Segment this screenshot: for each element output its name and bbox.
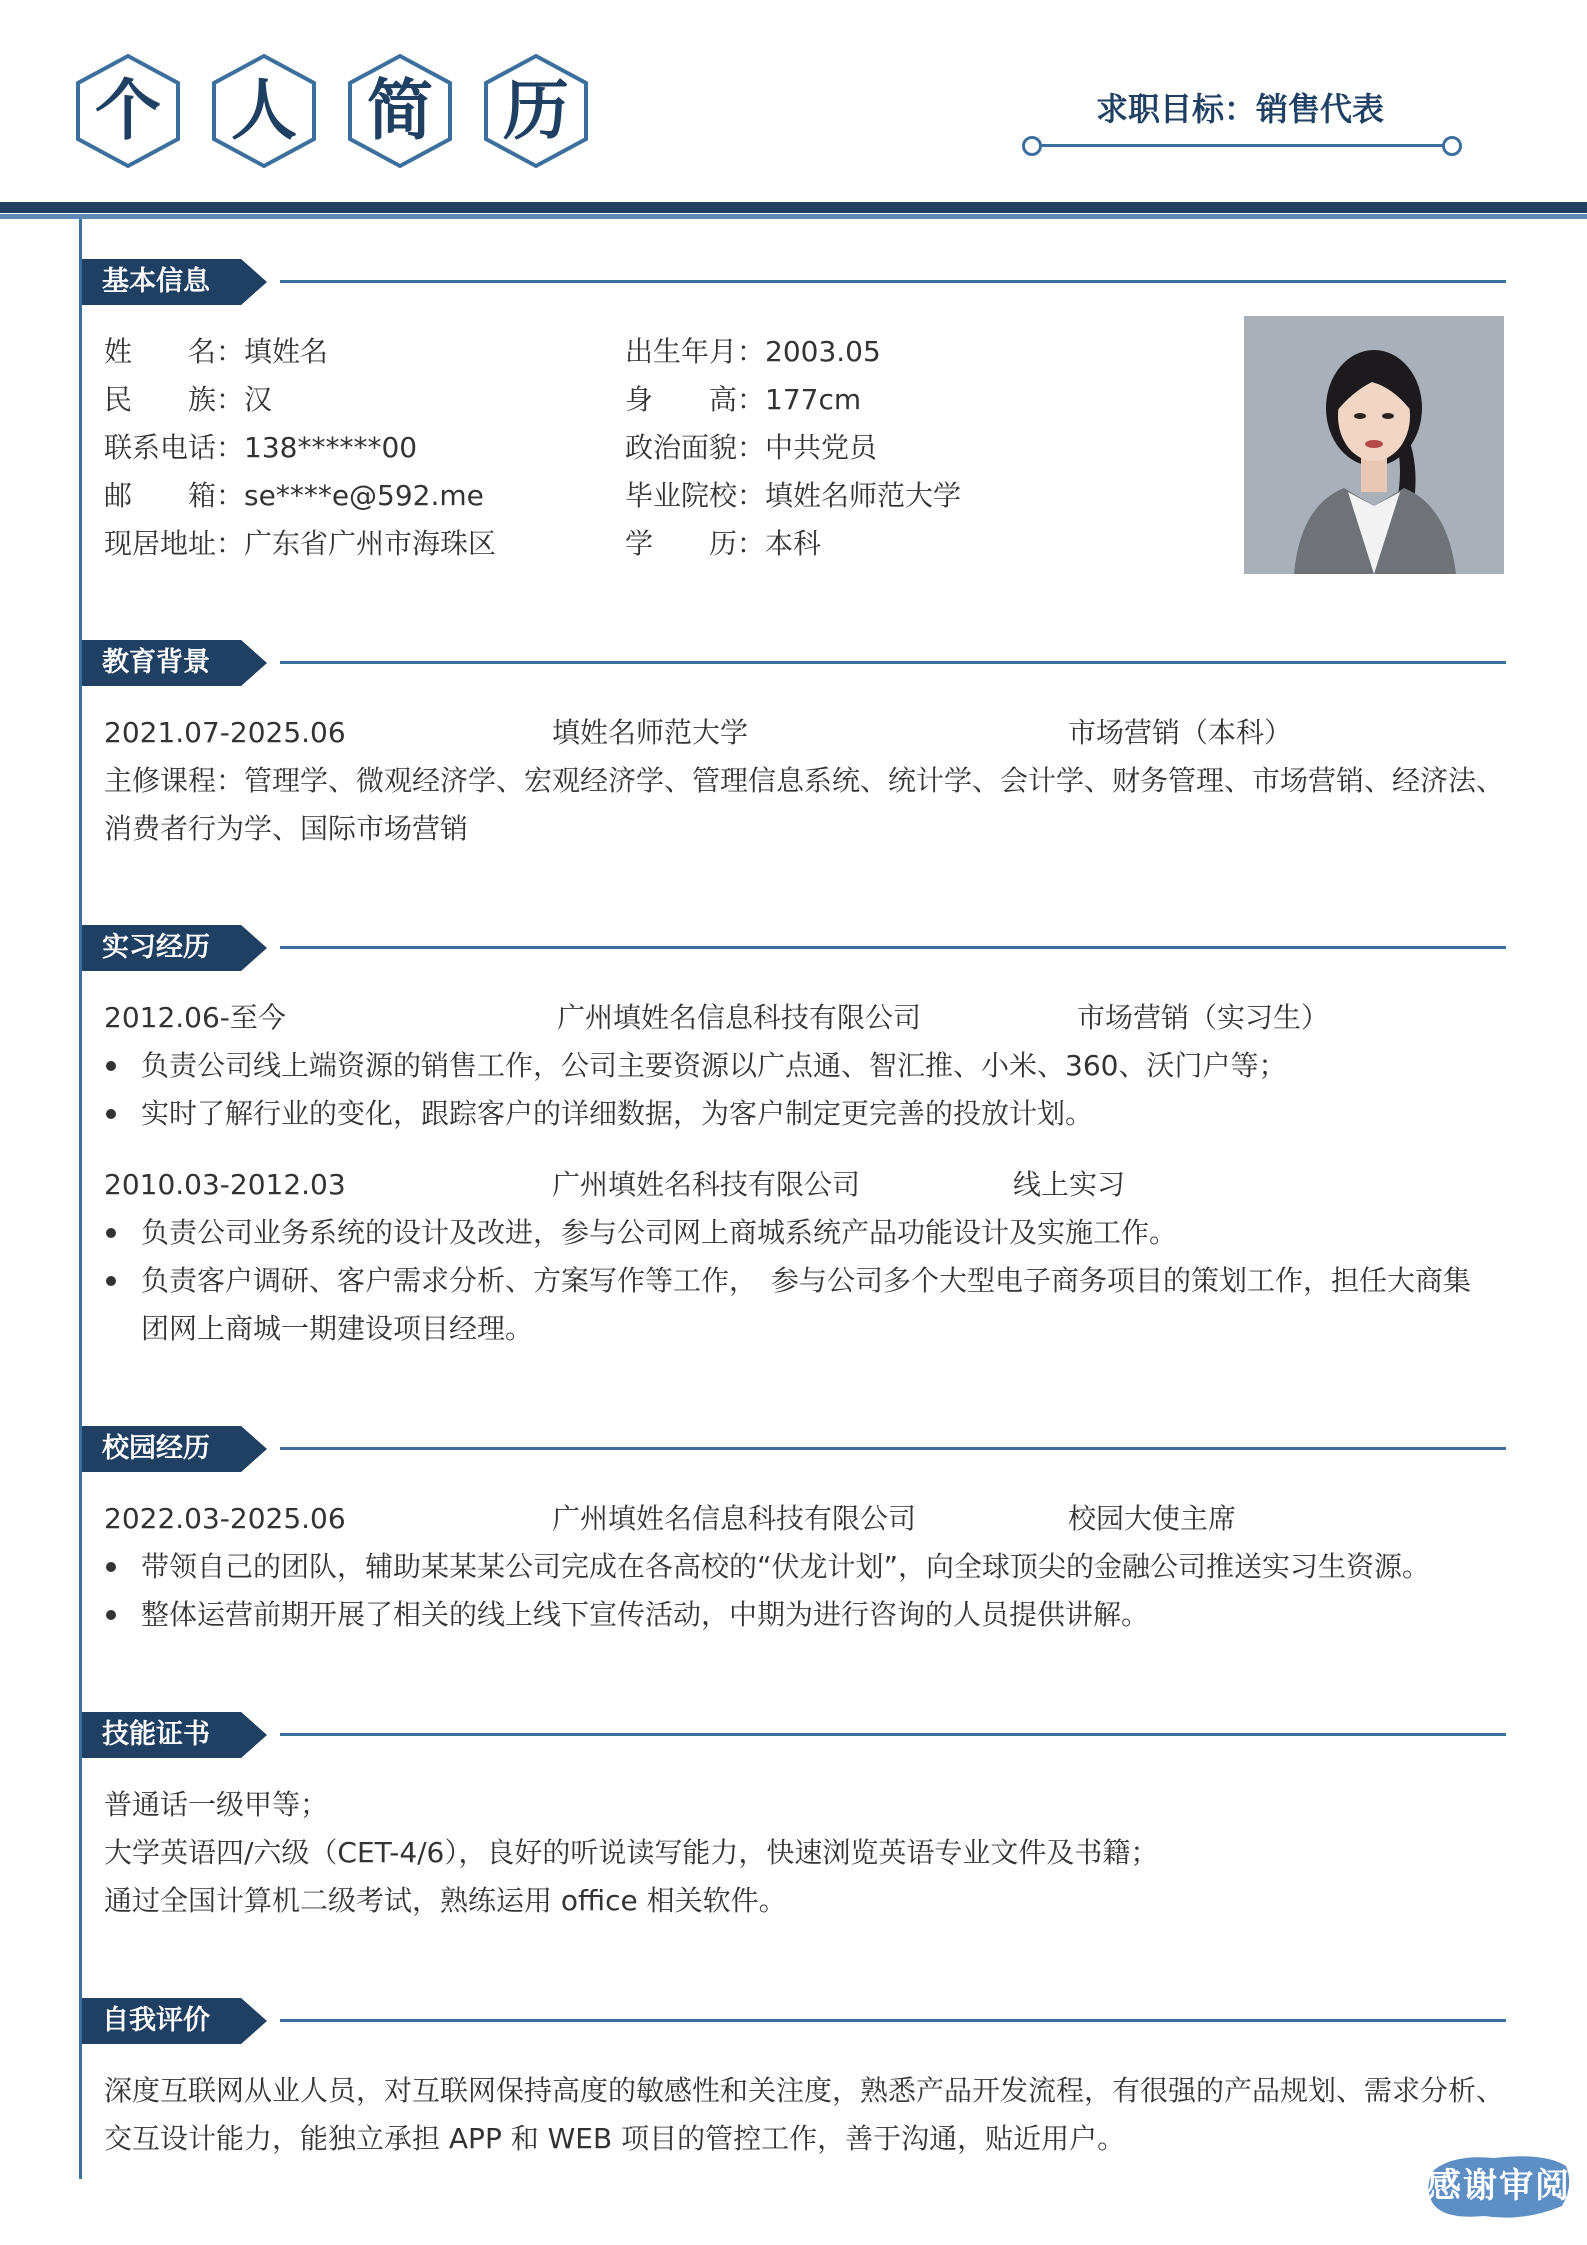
job1-company: 广州填姓名信息科技有限公司 bbox=[557, 1001, 922, 1034]
section-title-internship: 实习经历 bbox=[102, 932, 210, 963]
field-phone: 联系电话：138******00 bbox=[104, 431, 418, 464]
field-ethnicity: 民 族：汉 bbox=[104, 383, 273, 416]
bullet-dot bbox=[106, 1228, 116, 1238]
section-line-skills bbox=[280, 1733, 1506, 1736]
education-school: 填姓名师范大学 bbox=[552, 716, 749, 749]
campus-date: 2022.03-2025.06 bbox=[104, 1502, 346, 1535]
job2-date: 2010.03-2012.03 bbox=[104, 1168, 346, 1201]
job1-bullet-1: 负责公司线上端资源的销售工作，公司主要资源以广点通、智汇推、小米、360、沃门户等； bbox=[141, 1049, 1287, 1082]
job2-company: 广州填姓名科技有限公司 bbox=[552, 1168, 861, 1201]
title-char-2: 人 bbox=[208, 52, 320, 170]
section-line-self bbox=[280, 2019, 1506, 2022]
skill-line-3: 通过全国计算机二级考试，熟练运用 office 相关软件。 bbox=[104, 1884, 787, 1917]
title-char-4: 历 bbox=[480, 52, 592, 170]
field-political: 政治面貌：中共党员 bbox=[625, 431, 878, 464]
job2-bullet-1: 负责公司业务系统的设计及改进，参与公司网上商城系统产品功能设计及实施工作。 bbox=[141, 1216, 1178, 1249]
section-title-campus: 校园经历 bbox=[102, 1433, 210, 1464]
title-char-3: 简 bbox=[344, 52, 456, 170]
field-address: 现居地址：广东省广州市海珠区 bbox=[104, 527, 497, 560]
bullet-dot bbox=[106, 1109, 116, 1119]
profile-photo bbox=[1244, 316, 1504, 574]
bullet-dot bbox=[106, 1562, 116, 1572]
timeline-line bbox=[79, 219, 82, 2179]
field-degree: 学 历：本科 bbox=[625, 527, 822, 560]
job2-role: 线上实习 bbox=[1013, 1168, 1126, 1201]
bullet-dot bbox=[106, 1610, 116, 1620]
self-eval-line-2: 交互设计能力，能独立承担 APP 和 WEB 项目的管控工作，善于沟通，贴近用户。 bbox=[104, 2122, 1126, 2155]
field-birth: 出生年月：2003.05 bbox=[625, 335, 881, 368]
job1-bullet-2: 实时了解行业的变化，跟踪客户的详细数据，为客户制定更完善的投放计划。 bbox=[141, 1097, 1094, 1130]
education-courses-cont: 消费者行为学、国际市场营销 bbox=[104, 812, 469, 845]
objective-underline bbox=[1030, 144, 1450, 147]
skill-line-1: 普通话一级甲等； bbox=[104, 1788, 329, 1821]
header-bar bbox=[0, 202, 1587, 213]
section-line-internship bbox=[280, 946, 1506, 949]
job2-bullet-2: 负责客户调研、客户需求分析、方案写作等工作， 参与公司多个大型电子商务项目的策划工作，担任大商集 bbox=[141, 1264, 1472, 1297]
section-title-education: 教育背景 bbox=[102, 647, 210, 678]
section-line-campus bbox=[280, 1447, 1506, 1450]
section-title-self: 自我评价 bbox=[102, 2005, 210, 2036]
field-school: 毕业院校：填姓名师范大学 bbox=[625, 479, 962, 512]
campus-company: 广州填姓名信息科技有限公司 bbox=[552, 1502, 917, 1535]
objective-dot-left bbox=[1022, 136, 1042, 156]
job-objective: 求职目标：销售代表 bbox=[1095, 90, 1384, 128]
thanks-stamp: 感谢审阅 bbox=[1424, 2150, 1574, 2222]
title-char-1: 个 bbox=[72, 52, 184, 170]
campus-bullet-1: 带领自己的团队，辅助某某某公司完成在各高校的“伏龙计划”，向全球顶尖的金融公司推送实习生资源。 bbox=[141, 1550, 1431, 1583]
job1-role: 市场营销（实习生） bbox=[1077, 1001, 1330, 1034]
field-name: 姓 名：填姓名 bbox=[104, 335, 329, 368]
objective-dot-right bbox=[1442, 136, 1462, 156]
section-title-basic: 基本信息 bbox=[102, 266, 210, 297]
section-line-basic bbox=[280, 280, 1506, 283]
skill-line-2: 大学英语四/六级（CET-4/6），良好的听说读写能力，快速浏览英语专业文件及书籍； bbox=[104, 1836, 1159, 1869]
bullet-dot bbox=[106, 1061, 116, 1071]
bullet-dot bbox=[106, 1276, 116, 1286]
field-email: 邮 箱：se****e@592.me bbox=[104, 479, 484, 512]
job1-date: 2012.06-至今 bbox=[104, 1001, 286, 1034]
job2-bullet-2-cont: 团网上商城一期建设项目经理。 bbox=[141, 1312, 534, 1345]
education-date: 2021.07-2025.06 bbox=[104, 716, 346, 749]
field-height: 身 高：177cm bbox=[625, 383, 862, 416]
section-title-skills: 技能证书 bbox=[102, 1719, 210, 1750]
campus-bullet-2: 整体运营前期开展了相关的线上线下宣传活动，中期为进行咨询的人员提供讲解。 bbox=[141, 1598, 1150, 1631]
self-eval-line-1: 深度互联网从业人员，对互联网保持高度的敏感性和关注度，熟悉产品开发流程，有很强的产品规划、需求分析、 bbox=[104, 2074, 1505, 2107]
campus-role: 校园大使主席 bbox=[1068, 1502, 1237, 1535]
education-courses: 主修课程：管理学、微观经济学、宏观经济学、管理信息系统、统计学、会计学、财务管理、市场营销、经济法、 bbox=[104, 764, 1505, 797]
education-major: 市场营销（本科） bbox=[1068, 716, 1293, 749]
header-bar-accent bbox=[0, 214, 1587, 219]
section-line-education bbox=[280, 661, 1506, 664]
